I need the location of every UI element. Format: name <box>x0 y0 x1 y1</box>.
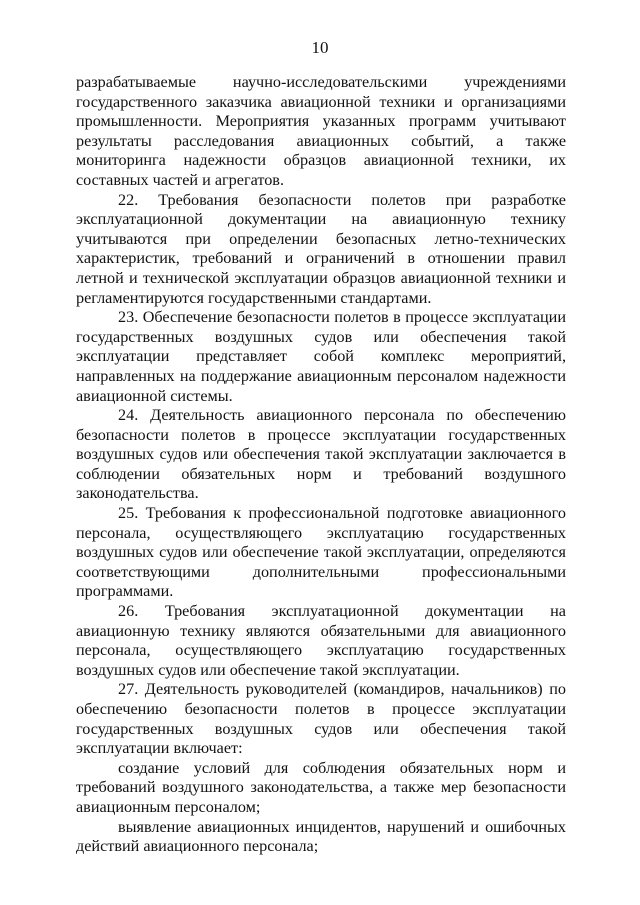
page-number: 10 <box>311 38 329 57</box>
paragraph-23: 23. Обеспечение безопасности полетов в процессе эксплуатации государственных воздушных судов или обеспечения такой эксплуатации представляет собой комплекс мероприятий, направленных на поддержание авиационным персоналом надежности авиационной системы. <box>76 308 566 405</box>
list-item: выявление авиационных инцидентов, нарушений и ошибочных действий авиационного персонала; <box>76 817 566 856</box>
paragraph-22: 22. Требования безопасности полетов при разработке эксплуатационной документации на авиационную технику учитываются при определении безопасных летно-технических характеристик, требований и ограничений в отношении правил летной и технической эксплуатации образцов авиационной техники и регламентируются государственными стандартами. <box>76 190 566 307</box>
paragraph-25: 25. Требования к профессиональной подготовке авиационного персонала, осуществляющего эксплуатацию государственных воздушных судов или обеспечение такой эксплуатации, определяются соответствующими дополнительными профессиональными программами. <box>76 504 566 601</box>
list-item: создание условий для соблюдения обязательных норм и требований воздушного законодательства, а также мер безопасности авиационным персоналом; <box>76 758 566 816</box>
document-body <box>76 73 566 857</box>
paragraph-26: 26. Требования эксплуатационной документации на авиационную технику являются обязательными для авиационного персонала, осуществляющего эксплуатацию государственных воздушных судов или обеспечение такой эксплуатации. <box>76 602 566 679</box>
paragraph-continuation: разрабатываемые научно-исследовательскими учреждениями государственного заказчика авиационной техники и организациями промышленности. Мероприятия указанных программ учитывают результаты расследования авиационных событий, а также мониторинга надежности образцов авиационной техники, их составных частей и агрегатов. <box>76 73 566 189</box>
paragraph-27: 27. Деятельность руководителей (командиров, начальников) по обеспечению безопасности полетов в процессе эксплуатации государственных воздушных судов или обеспечения такой эксплуатации включает: <box>76 680 566 758</box>
paragraph-24: 24. Деятельность авиационного персонала по обеспечению безопасности полетов в процессе эксплуатации государственных воздушных судов или обеспечения такой эксплуатации заключается в соблюдении обязательных норм и требований воздушного законодательства. <box>76 406 566 503</box>
